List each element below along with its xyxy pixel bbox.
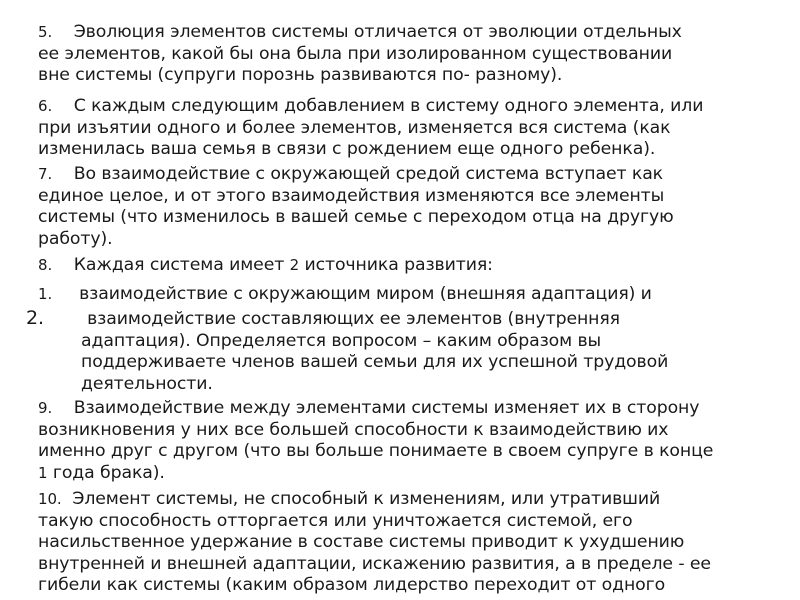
item-text-end: года брака). (47, 462, 165, 483)
text-line: гибели как системы (каким образом лидерство переходит от одного (38, 575, 666, 595)
item-digit: 2 (289, 256, 300, 274)
text-line: работу). (38, 228, 113, 249)
text-line (38, 22, 778, 44)
text-line: насильственное удержание в составе системы приводит к ухудшению (38, 532, 685, 552)
item-number: 10. (38, 490, 62, 508)
text-line: поддерживаете членов вашей семьи для их успешной трудовой (81, 352, 669, 372)
text-line: вне системы (супруги порознь развиваются по- разному). (38, 65, 563, 85)
text-line (38, 164, 778, 186)
list-item-9 (38, 398, 778, 484)
text-line: именно друг с другом (что вы больше понимаете в своем супруге в конце (38, 441, 714, 461)
text-line (38, 255, 778, 277)
item-number: 6. (38, 97, 53, 115)
item-text: взаимодействие составляющих ее элементов (внутренняя (87, 309, 620, 329)
item-text: Эволюция элементов системы отличается от эволюции отдельных (73, 22, 682, 42)
item-number: 5. (38, 23, 53, 41)
sub-item-2 (26, 308, 766, 395)
list-item-10 (38, 489, 778, 597)
item-number: 7. (38, 165, 53, 183)
text-line: возникновения у них все большей способности к взаимодействию их (38, 419, 669, 440)
text-line (26, 308, 766, 331)
item-text-end: источника развития: (299, 255, 493, 275)
text-line: единое целое, и от этого взаимодействия изменяются все элементы (38, 185, 665, 206)
sub-item-1 (38, 284, 778, 306)
text-line: системы (что изменилось в вашей семье с переходом отца на другую (38, 207, 674, 227)
text-line (38, 284, 778, 306)
list-item-6 (38, 96, 778, 161)
text-line (38, 463, 778, 485)
item-text: взаимодействие с окружающим миром (внешняя адаптация) и (79, 284, 652, 304)
item-digit: 1 (38, 463, 48, 482)
list-item-8 (38, 255, 778, 277)
text-line (38, 96, 778, 118)
list-item-7 (38, 164, 778, 250)
item-text: Элемент системы, не способный к изменениям, или утративший (72, 489, 661, 509)
item-number: 2. (26, 307, 44, 329)
text-line: при изъятии одного и более элементов, изменяется вся система (как (38, 117, 671, 138)
text-line: деятельности. (81, 373, 213, 394)
list-item-5 (38, 22, 778, 87)
item-text-start: Каждая система имеет (73, 255, 290, 275)
text-line: такую способность отторгается или уничтожается системой, его (38, 510, 633, 531)
item-number: 8. (38, 256, 53, 274)
item-text: Во взаимодействие с окружающей средой система вступает как (73, 164, 664, 184)
item-number: 9. (38, 399, 53, 417)
item-number: 1. (38, 285, 53, 303)
text-line (38, 489, 778, 511)
text-line: ее элементов, какой бы она была при изолированном существовании (38, 43, 673, 64)
item-text: С каждым следующим добавлением в систему одного элемента, или (73, 96, 704, 116)
text-line: изменилась ваша семья в связи с рождением еще одного ребенка). (38, 139, 656, 159)
text-line: внутренней и внешней адаптации, искажению развития, а в пределе - ее (38, 553, 711, 574)
item-text: Взаимодействие между элементами системы изменяет их в сторону (73, 398, 700, 418)
text-line (38, 398, 778, 420)
text-line: адаптация). Определяется вопросом – каким образом вы (81, 330, 602, 351)
